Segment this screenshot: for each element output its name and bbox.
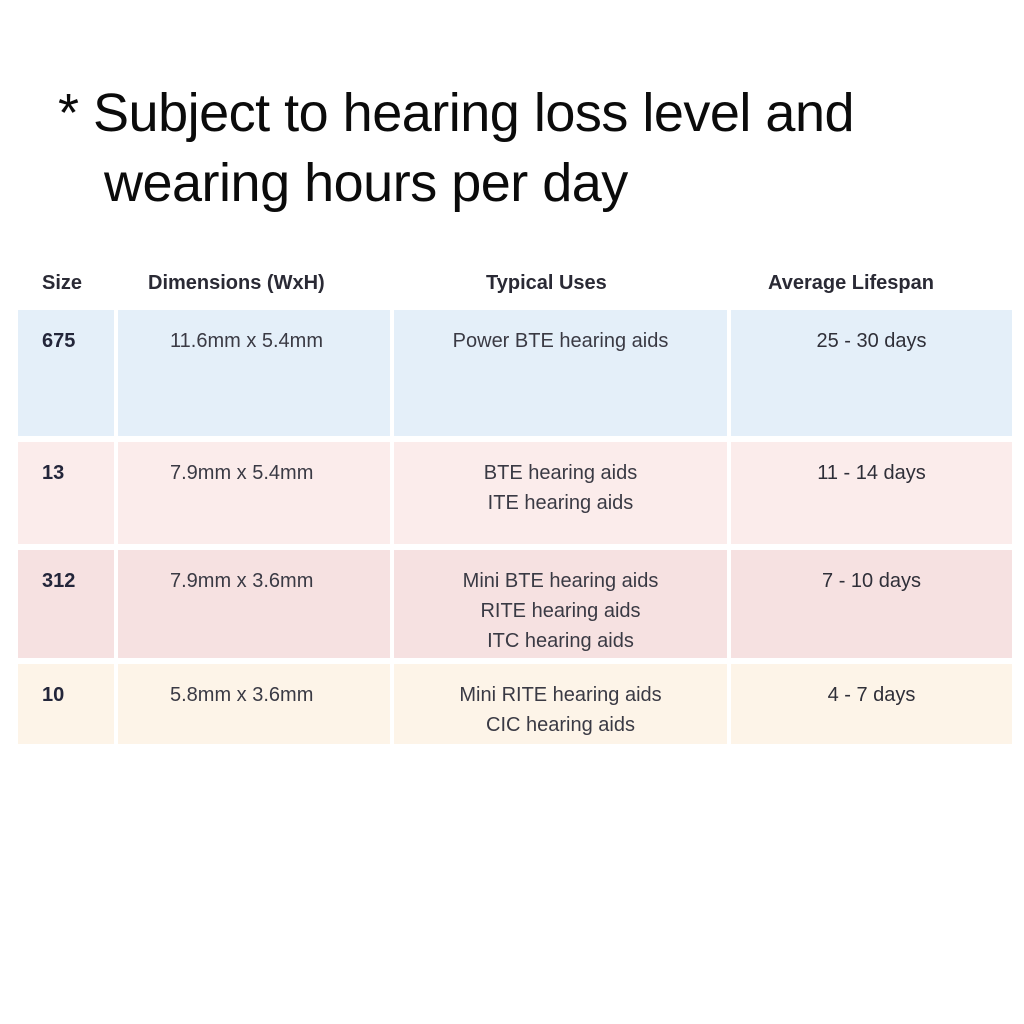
cell-size: 675 (18, 310, 114, 436)
table-row (18, 550, 1012, 658)
cell-size: 312 (18, 550, 114, 658)
cell-dimensions: 5.8mm x 3.6mm (118, 664, 390, 744)
cell-dimensions: 11.6mm x 5.4mm (118, 310, 390, 436)
use-item: Mini RITE hearing aids (459, 684, 662, 706)
cell-typical-uses (394, 550, 727, 658)
table-header (18, 262, 1012, 310)
use-item: RITE hearing aids (480, 600, 641, 622)
footnote-line-2: wearing hours per day (104, 153, 628, 213)
cell-lifespan: 7 - 10 days (731, 550, 1012, 658)
use-item: Power BTE hearing aids (452, 330, 669, 352)
cell-lifespan: 11 - 14 days (731, 442, 1012, 544)
header-size: Size (42, 272, 83, 294)
use-item: Mini BTE hearing aids (462, 570, 659, 592)
table-row (18, 664, 1012, 744)
header-dimensions: Dimensions (WxH) (148, 272, 325, 294)
use-item: ITE hearing aids (487, 492, 634, 514)
header-typical-uses: Typical Uses (486, 272, 607, 294)
footnote (58, 78, 998, 218)
cell-size: 10 (18, 664, 114, 744)
use-item: CIC hearing aids (486, 714, 635, 736)
use-item: BTE hearing aids (483, 462, 638, 484)
cell-typical-uses (394, 310, 727, 436)
table-row (18, 310, 1012, 436)
table-row (18, 442, 1012, 544)
cell-lifespan: 25 - 30 days (731, 310, 1012, 436)
cell-dimensions: 7.9mm x 5.4mm (118, 442, 390, 544)
cell-size: 13 (18, 442, 114, 544)
cell-lifespan: 4 - 7 days (731, 664, 1012, 744)
cell-typical-uses (394, 664, 727, 744)
header-average-lifespan: Average Lifespan (768, 272, 934, 294)
battery-size-table (18, 262, 1012, 750)
cell-typical-uses (394, 442, 727, 544)
use-item: ITC hearing aids (487, 630, 634, 652)
cell-dimensions: 7.9mm x 3.6mm (118, 550, 390, 658)
footnote-line-1: * Subject to hearing loss level and (58, 83, 855, 143)
